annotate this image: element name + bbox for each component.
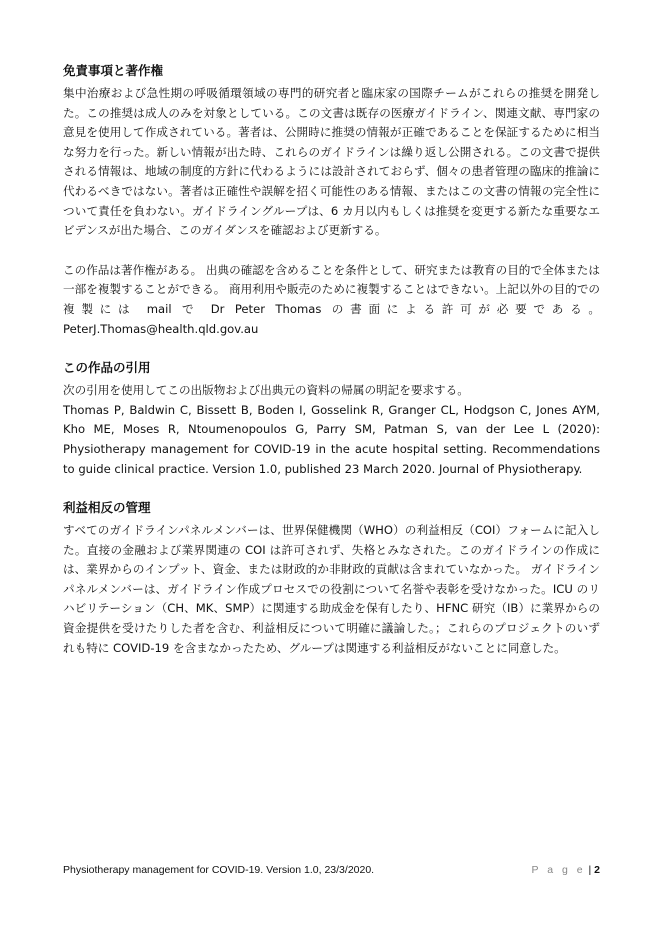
conflict-heading: 利益相反の管理 (63, 500, 151, 516)
conflict-section (63, 499, 600, 658)
page-word: P a g e (531, 864, 586, 876)
page-footer (63, 864, 600, 876)
citation-reference: Thomas P, Baldwin C, Bissett B, Boden I, Gosselink R, Granger CL, Hodgson C, Jones AYM, Kho ME, Moses R, Ntoumenopoulos G, Parry SM, Patman S, van der Lee L (2020): Physiotherapy management for COVID-19 in the acute hospital setting. Recommendations to guide clinical practice. Version 1.0, published 23 March 2020. Journal of Physiotherapy. (63, 402, 600, 476)
disclaimer-section (63, 62, 600, 339)
page-separator: | (585, 864, 595, 876)
citation-heading: この作品の引用 (63, 360, 151, 376)
document-body (63, 62, 600, 678)
disclaimer-paragraph: 集中治療および急性期の呼吸循環領域の専門的研究者と臨床家の国際チームがこれらの推奨を開発した。この推奨は成人のみを対象としている。この文書は既存の医療ガイドライン、関連文献、専門家の意見を使用して作成されている。著者は、公開時に推奨の情報が正確であることを保証するために相当な努力を行った。新しい情報が出た時、これらのガイドラインは繰り返し公開される。この文書で提供される情報は、地域の制度的方針に代わるようには設計されておらず、個々の患者管理の臨床的推論に代わるべきではない。著者は正確性や誤解を招く可能性のある情報、またはこの文書の情報の完全性について責任を負わない。ガイドライングループは、6 カ月以内もしくは推奨を変更する新たな重要なエビデンスが出た場合、このガイダンスを確認および更新する。 (63, 86, 600, 238)
disclaimer-heading: 免責事項と著作権 (63, 63, 164, 78)
page-number: 2 (594, 864, 600, 876)
copyright-paragraph: この作品は著作権がある。 出典の確認を含めることを条件として、研究または教育の目的で全体または一部を複製することができる。 商用利用や販売のために複製することはできない。上記以外の目的での複製には mail で Dr Peter Thomas の書面による許可が必要である。PeterJ.Thomas@health.qld.gov.au (63, 262, 601, 336)
citation-intro: 次の引用を使用してこの出版物および出典元の資料の帰属の明記を要求する。 (63, 383, 469, 398)
citation-section (63, 359, 600, 479)
page-indicator (532, 864, 601, 876)
conflict-paragraph: すべてのガイドラインパネルメンバーは、世界保健機関（WHO）の利益相反（COI）フォームに記入した。直接の金融および業界関連の COI は許可されず、失格とみなされた。このガイドラインの作成には、業界からのインプット、資金、または財政的か非財政的貢献は含まれていなかった。 ガイドラインパネルメンバーは、ガイドライン作成プロセスでの役割について名誉や表彰を受けなかった。ICU のリハビリテーション（CH、MK、SMP）に関連する助成金を保有したり、HFNC 研究（IB）に業界からの資金提供を受けたりした者を含む、利益相反について明確に議論した。；これらのプロジェクトのいずれも特に COVID-19 を含まなかったため、グループは関連する利益相反がないことに同意した。 (63, 523, 600, 655)
footer-title: Physiotherapy management for COVID-19. Version 1.0, 23/3/2020. (63, 864, 375, 876)
